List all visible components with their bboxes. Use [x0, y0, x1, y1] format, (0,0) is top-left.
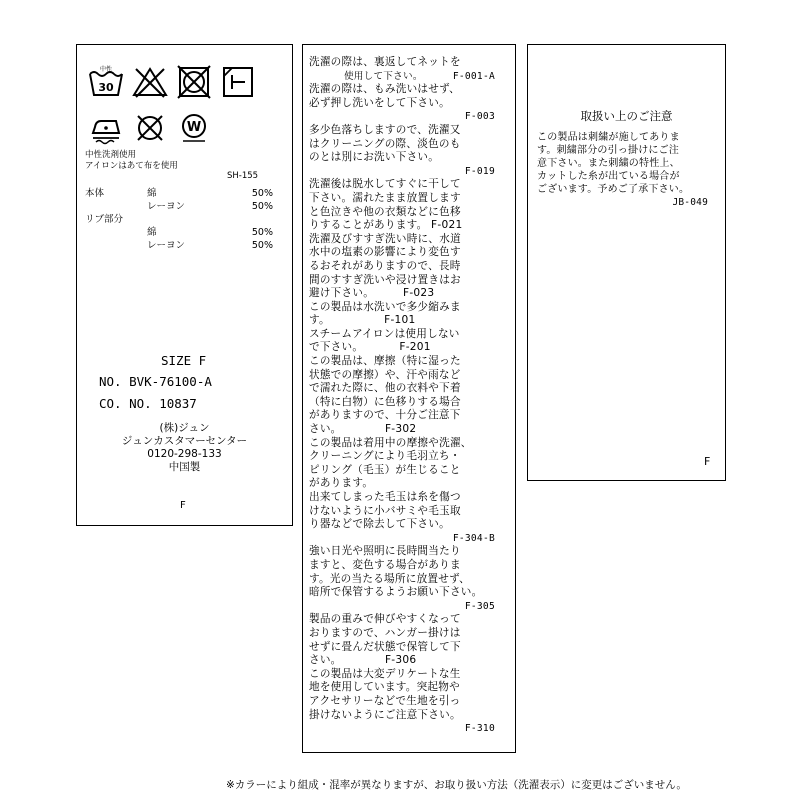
caution-code: JB-049 — [672, 197, 708, 208]
caution-line: 意下さい。また刺繍の特性上、 — [537, 158, 680, 169]
instruction-line: 洗濯及びすすぎ洗い時に、水道 — [309, 232, 461, 245]
size-mark: F — [180, 500, 186, 511]
instruction-line: ピリング（毛玉）が生じること — [309, 463, 461, 476]
no-bleach-icon — [131, 65, 169, 99]
svg-text:中性: 中性 — [99, 66, 113, 73]
composition-part — [85, 200, 147, 213]
composition-row — [85, 200, 280, 213]
instruction-line: ますと、変色する場合がありま — [309, 558, 461, 571]
care-instructions-text — [309, 56, 509, 736]
composition-fiber: レーヨン — [147, 201, 186, 212]
instruction-line: 掛けないようにご注意下さい。 — [309, 708, 461, 721]
iron-low-with-cloth-icon — [87, 111, 125, 145]
instruction-line: がありますので、十分ご注意下 — [309, 409, 461, 422]
instruction-line: はクリーニングの際、淡色のも — [309, 137, 461, 150]
instruction-line: けないように小バサミや毛玉取 — [309, 504, 461, 517]
care-label-main — [76, 44, 293, 526]
instruction-line: 下さい。濡れたまま放置します — [309, 191, 461, 204]
composition-part — [85, 226, 147, 239]
instruction-line: す。光の当たる場所に放置せず、 — [309, 572, 470, 585]
instruction-line: この製品は水洗いで多少縮みま — [309, 300, 461, 313]
no-tumble-dry-icon — [175, 65, 213, 99]
country-of-origin: 中国製 — [168, 461, 201, 473]
composition-fiber — [147, 213, 233, 226]
instruction-line: 多少色落ちしますので、洗濯又 — [309, 123, 461, 136]
instruction-line: アクセサリーなどで生地を引っ — [309, 694, 461, 707]
size-mark: F — [704, 455, 711, 468]
instruction-code: F-310 — [464, 723, 495, 735]
instruction-line: 強い日光や照明に長時間当たり — [309, 545, 461, 558]
composition-fiber: 綿 — [147, 188, 157, 199]
care-note-iron: アイロンはあて布を使用 — [85, 161, 178, 171]
instruction-line: りすることがあります。 F-021 — [309, 219, 463, 232]
instruction-line: で下さい。 F-201 — [309, 341, 431, 354]
instruction-line: るおそれがありますので、長時 — [309, 259, 461, 272]
instruction-line: 間のすすぎ洗いや浸け置きはお — [309, 273, 461, 286]
company-info — [77, 422, 292, 474]
instruction-line: 洗濯の際は、裏返してネットを — [309, 56, 461, 68]
composition-percent: 50% — [251, 240, 273, 251]
caution-line: この製品は刺繍が施してありま — [537, 132, 680, 143]
size-text: SIZE F — [161, 353, 207, 368]
instruction-line: り器などで除去して下さい。 — [309, 518, 450, 531]
care-instructions-label — [302, 44, 516, 753]
instruction-line: 避け下さい。 F-023 — [309, 287, 435, 300]
svg-text:W: W — [186, 120, 202, 135]
caution-title: 取扱い上のご注意 — [580, 109, 673, 123]
product-number: NO. BVK-76100-A — [99, 374, 212, 389]
instruction-line: この製品は着用中の摩擦や洗濯、 — [309, 436, 472, 449]
instruction-line: 暗所で保管するようお願い下さい。 — [309, 586, 483, 599]
instruction-line: さい。 F-302 — [309, 423, 417, 436]
svg-text:30: 30 — [98, 81, 114, 94]
instruction-line: 洗濯後は脱水してすぐに干して — [309, 178, 461, 191]
caution-line: ございます。予めご了承下さい。 — [537, 184, 690, 195]
label-code: SH-155 — [227, 171, 259, 181]
co-number: CO. NO. 10837 — [99, 396, 197, 411]
composition-part: 本体 — [85, 188, 105, 199]
instruction-line: のとは別にお洗い下さい。 — [309, 151, 440, 164]
composition-row — [85, 213, 280, 226]
customer-center: ジュンカスタマーセンター — [121, 435, 248, 447]
company-name: (株)ジュン — [159, 422, 210, 434]
instruction-line: と色泣きや他の衣類などに色移 — [309, 205, 461, 218]
instruction-line: 出来てしまった毛玉は糸を傷つ — [309, 491, 461, 503]
instruction-line: で濡れた際に、他の衣料や下着 — [309, 382, 461, 395]
instruction-line: せずに畳んだ状態で保管して下 — [309, 640, 461, 653]
instruction-line: があります。 — [309, 477, 374, 490]
composition-percent: 50% — [251, 201, 273, 212]
wet-cleaning-icon — [175, 111, 213, 145]
care-note-detergent: 中性洗剤使用 — [85, 150, 137, 160]
instruction-code: F-003 — [464, 111, 495, 123]
instruction-line: クリーニングにより毛羽立ち・ — [309, 450, 461, 463]
composition-row — [85, 239, 280, 252]
instruction-line: す。 F-101 — [309, 314, 416, 327]
composition-percent: 50% — [251, 188, 273, 199]
instruction-line: 必ず押し洗いをして下さい。 — [309, 96, 450, 109]
caution-line: カットした糸が出ている場合が — [537, 171, 680, 182]
instruction-code: 使用して下さい。 F-001-A — [343, 70, 495, 82]
composition-row — [85, 187, 280, 200]
instruction-line: この製品は、摩擦（特に湿った — [309, 355, 461, 368]
care-symbols — [87, 65, 277, 157]
instruction-line: 洗濯の際は、もみ洗いはせず、 — [309, 83, 460, 96]
instruction-line: （特に白物）に色移りする場合 — [309, 395, 461, 408]
instruction-line: 製品の重みで伸びやすくなって — [309, 613, 461, 626]
instruction-line: おりますので、ハンガー掛けは — [309, 626, 461, 639]
no-dry-clean-icon — [131, 111, 169, 145]
phone-number: 0120-298-133 — [147, 448, 222, 460]
composition-fiber: 綿 — [147, 227, 157, 238]
embroidery-caution-label — [527, 44, 726, 481]
instruction-code: F-304-B — [452, 532, 495, 544]
composition-table — [85, 187, 280, 252]
composition-percent — [233, 213, 273, 226]
instruction-line: スチームアイロンは使用しない — [309, 327, 460, 340]
instruction-line: この製品は大変デリケートな生 — [309, 667, 461, 680]
instruction-line: さい。 F-306 — [309, 654, 417, 667]
instruction-code: F-305 — [464, 600, 495, 612]
instruction-line: 状態での摩擦）や、汗や雨など — [309, 368, 461, 381]
composition-fiber: レーヨン — [147, 240, 186, 251]
footer-note: ※カラーにより組成・混率が異なりますが、お取り扱い方法（洗濯表示）に変更はございません。 — [226, 779, 687, 791]
care-notes — [85, 150, 178, 172]
caution-line: す。刺繍部分の引っ掛けにご注 — [537, 145, 679, 156]
instruction-line: 水中の塩素の影響により変色す — [309, 246, 461, 259]
instruction-code: F-019 — [464, 165, 495, 177]
composition-part: リブ部分 — [85, 214, 124, 225]
composition-percent: 50% — [251, 227, 273, 238]
instruction-line: 地を使用しています。突起物や — [309, 681, 460, 694]
composition-part — [85, 239, 147, 252]
line-dry-shade-icon — [219, 65, 257, 99]
caution-body — [537, 131, 722, 209]
wash-30-neutral-detergent-icon — [87, 65, 125, 99]
composition-row — [85, 226, 280, 239]
